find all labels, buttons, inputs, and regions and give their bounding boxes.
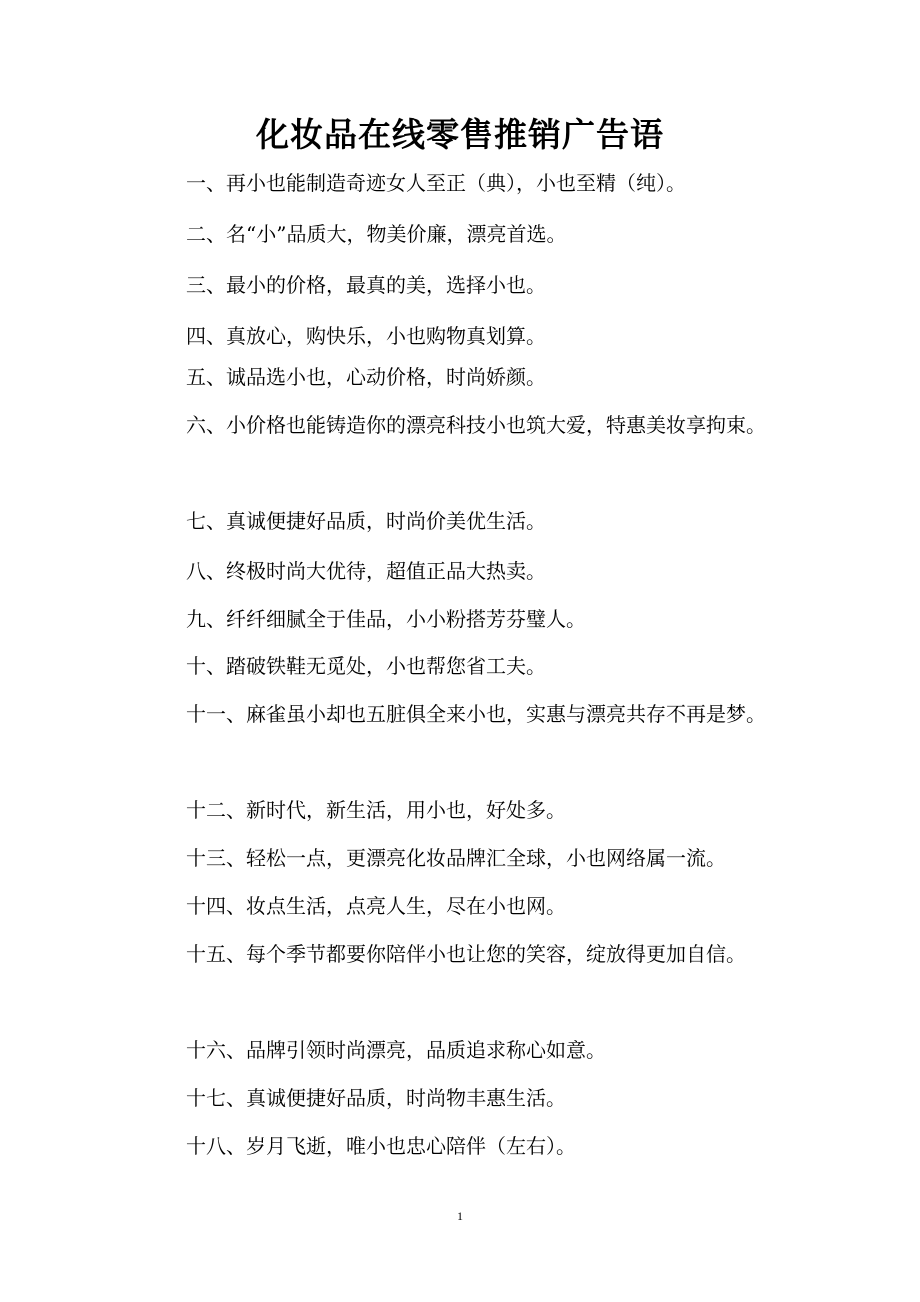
paragraph-12: 十二、新时代，新生活，用小也，好处多。	[186, 798, 566, 822]
paragraph-18: 十八、岁月飞逝，唯小也忠心陪伴（左右）。	[186, 1134, 576, 1158]
page-number: 1	[457, 1209, 463, 1223]
document-title: 化妆品在线零售推销广告语	[256, 115, 664, 154]
paragraph-8: 八、终极时尚大优待，超值正品大热卖。	[186, 559, 546, 583]
paragraph-17: 十七、真诚便捷好品质，时尚物丰惠生活。	[186, 1086, 566, 1110]
paragraph-1: 一、再小也能制造奇迹女人至正（典），小也至精（纯）。	[186, 171, 686, 195]
paragraph-2: 二、名“小”品质大，物美价廉，漂亮首选。	[186, 222, 567, 246]
paragraph-10: 十、踏破铁鞋无觅处，小也帮您省工夫。	[186, 654, 546, 678]
paragraph-9: 九、纤纤细腻全于佳品，小小粉搭芳芬璧人。	[186, 607, 586, 631]
paragraph-6: 六、小价格也能铸造你的漂亮科技小也筑大爱，特惠美妆享拘束。	[186, 413, 766, 437]
paragraph-3: 三、最小的价格，最真的美，选择小也。	[186, 273, 546, 297]
paragraph-11: 十一、麻雀虽小却也五脏俱全来小也，实惠与漂亮共存不再是梦。	[186, 702, 766, 726]
paragraph-15: 十五、每个季节都要你陪伴小也让您的笑容，绽放得更加自信。	[186, 942, 746, 966]
paragraph-4: 四、真放心，购快乐，小也购物真划算。	[186, 324, 546, 348]
paragraph-13: 十三、轻松一点，更漂亮化妆品牌汇全球，小也网络属一流。	[186, 846, 726, 870]
paragraph-16: 十六、品牌引领时尚漂亮，品质追求称心如意。	[186, 1038, 606, 1062]
paragraph-14: 十四、妆点生活，点亮人生，尽在小也网。	[186, 894, 566, 918]
paragraph-5: 五、诚品选小也，心动价格，时尚娇颜。	[186, 365, 546, 389]
paragraph-7: 七、真诚便捷好品质，时尚价美优生活。	[186, 509, 546, 533]
